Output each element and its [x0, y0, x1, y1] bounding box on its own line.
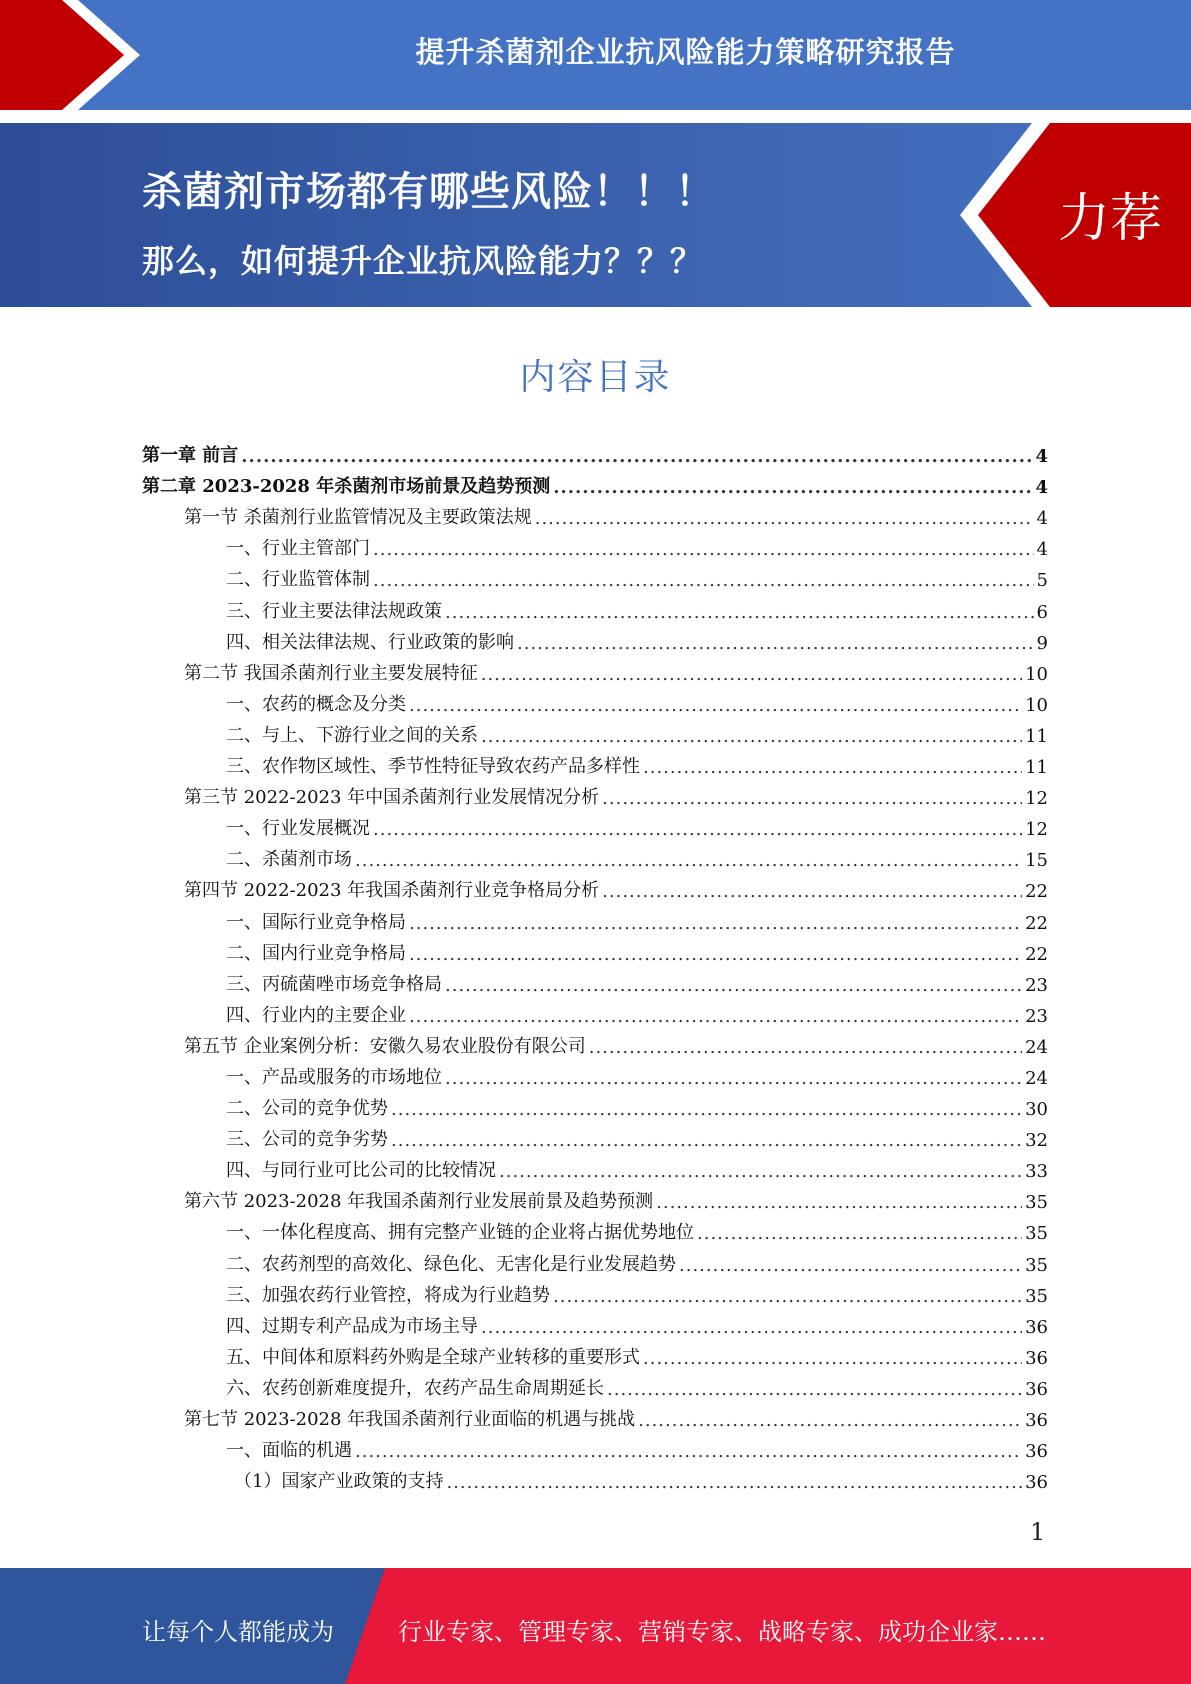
toc-entry[interactable] [142, 1307, 1048, 1338]
toc-entry-page: 30 [1025, 1099, 1048, 1121]
footer-slogan-left: 让每个人都能成为 [142, 1618, 334, 1646]
toc-leader-dots [355, 850, 1022, 871]
toc-entry[interactable] [142, 1338, 1048, 1369]
toc-leader-dots [499, 1161, 1022, 1182]
banner-headline-risks: 杀菌剂市场都有哪些风险！！！ [142, 169, 716, 215]
toc-leader-dots [553, 1286, 1022, 1307]
toc-entry-title: 第二节 我国杀菌剂行业主要发展特征 [184, 662, 478, 684]
toc-entry-title: 第六节 2023-2028 年我国杀菌剂行业发展前景及趋势预测 [184, 1191, 654, 1213]
toc-leader-dots [602, 788, 1022, 809]
toc-leader-dots [481, 726, 1022, 747]
toc-entry-title: 一、一体化程度高、拥有完整产业链的企业将占据优势地位 [226, 1222, 694, 1244]
toc-entry-page: 32 [1025, 1130, 1048, 1152]
toc-entry[interactable] [142, 902, 1048, 933]
toc-entry-page: 36 [1025, 1378, 1048, 1400]
toc-entry-title: （1）国家产业政策的支持 [234, 1471, 444, 1493]
toc-entry-page: 33 [1025, 1161, 1048, 1183]
toc-entry[interactable] [142, 1244, 1048, 1275]
toc-leader-dots [241, 446, 1032, 467]
toc-entry-title: 二、国内行业竞争格局 [226, 942, 406, 964]
toc-entry[interactable] [142, 1151, 1048, 1182]
toc-entry[interactable] [142, 1400, 1048, 1431]
toc-leader-dots [643, 1348, 1022, 1369]
toc-leader-dots [679, 1255, 1022, 1276]
toc-entry-page: 11 [1025, 725, 1048, 747]
toc-leader-dots [409, 695, 1022, 716]
toc-leader-dots [602, 881, 1022, 902]
toc-entry-title: 四、行业内的主要企业 [226, 1004, 406, 1026]
toc-leader-dots [373, 819, 1022, 840]
toc-entry-title: 一、国际行业竞争格局 [226, 911, 406, 933]
toc-entry-title: 三、农作物区域性、季节性特征导致农药产品多样性 [226, 756, 640, 778]
toc-entry-title: 四、与同行业可比公司的比较情况 [226, 1160, 496, 1182]
toc-leader-dots [517, 633, 1034, 654]
recommend-badge: 力荐 [1058, 189, 1163, 249]
toc-entry[interactable] [142, 1027, 1048, 1058]
banner-headline-question: 那么，如何提升企业抗风险能力？？？ [142, 242, 704, 280]
toc-entry-page: 22 [1025, 912, 1048, 934]
toc-entry-page: 35 [1025, 1192, 1048, 1214]
toc-entry-page: 5 [1036, 570, 1048, 592]
toc-leader-dots [409, 1006, 1022, 1027]
toc-entry[interactable] [142, 747, 1048, 778]
toc-entry[interactable] [142, 778, 1048, 809]
toc-entry-page: 4 [1035, 446, 1048, 468]
report-title: 提升杀菌剂企业抗风险能力策略研究报告 [415, 35, 956, 69]
toc-title: 内容目录 [519, 357, 672, 398]
toc-entry-page: 35 [1025, 1223, 1048, 1245]
toc-entry-title: 第二章 2023-2028 年杀菌剂市场前景及趋势预测 [142, 476, 551, 498]
toc-entry-title: 二、公司的竞争优势 [226, 1098, 388, 1120]
toc-leader-dots [391, 1130, 1022, 1151]
toc-entry-page: 24 [1025, 1067, 1048, 1089]
toc-leader-dots [638, 1410, 1022, 1431]
toc-entry[interactable] [142, 591, 1048, 622]
toc-entry[interactable] [142, 1213, 1048, 1244]
toc-entry[interactable] [142, 809, 1048, 840]
toc-entry-title: 二、与上、下游行业之间的关系 [226, 724, 478, 746]
toc-entry[interactable] [142, 1058, 1048, 1089]
toc-entry[interactable] [142, 436, 1048, 467]
toc-entry-title: 六、农药创新难度提升，农药产品生命周期延长 [226, 1377, 604, 1399]
toc-entry-title: 四、过期专利产品成为市场主导 [226, 1315, 478, 1337]
toc-leader-dots [535, 508, 1034, 529]
toc-entry-page: 9 [1036, 632, 1048, 654]
toc-leader-dots [409, 944, 1022, 965]
toc-entry-title: 一、行业主管部门 [226, 538, 370, 560]
toc-entry[interactable] [142, 840, 1048, 871]
toc-entry-title: 第七节 2023-2028 年我国杀菌剂行业面临的机遇与挑战 [184, 1409, 636, 1430]
toc-entry[interactable] [142, 498, 1048, 529]
toc-leader-dots [643, 757, 1022, 778]
toc-entry-title: 三、加强农药行业管控，将成为行业趋势 [226, 1284, 550, 1306]
toc-leader-dots [589, 1037, 1022, 1058]
toc-entry[interactable] [142, 1462, 1048, 1493]
toc-entry-page: 6 [1036, 601, 1048, 623]
toc-entry-page: 24 [1025, 1036, 1048, 1058]
toc-leader-dots [553, 477, 1032, 498]
toc-leader-dots [445, 1068, 1022, 1089]
toc-entry-title: 五、中间体和原料药外购是全球产业转移的重要形式 [226, 1346, 640, 1368]
toc-leader-dots [391, 1099, 1022, 1120]
toc-entry-title: 一、产品或服务的市场地位 [226, 1066, 442, 1088]
toc-entry[interactable] [142, 1276, 1048, 1307]
toc-entry-title: 第一节 杀菌剂行业监管情况及主要政策法规 [184, 507, 532, 529]
toc-leader-dots [697, 1223, 1022, 1244]
toc-entry-page: 4 [1036, 539, 1048, 561]
toc-entry-title: 二、农药剂型的高效化、绿色化、无害化是行业发展趋势 [226, 1253, 676, 1275]
toc-entry-page: 10 [1025, 663, 1048, 685]
toc-entry-title: 第五节 企业案例分析：安徽久易农业股份有限公司 [184, 1035, 586, 1057]
toc-entry-page: 35 [1025, 1254, 1048, 1276]
toc-entry-title: 一、行业发展概况 [226, 818, 370, 840]
toc-entry-title: 三、丙硫菌唑市场竞争格局 [226, 973, 442, 995]
toc-leader-dots [446, 1472, 1022, 1493]
toc-leader-dots [373, 570, 1034, 591]
toc-entry-page: 36 [1025, 1316, 1048, 1338]
toc-entry-page: 15 [1025, 850, 1048, 872]
toc-entry-page: 35 [1025, 1285, 1048, 1307]
toc-entry[interactable] [142, 965, 1048, 996]
toc-entry-page: 23 [1025, 974, 1048, 996]
toc-entry-page: 11 [1025, 757, 1048, 779]
table-of-contents [142, 436, 1048, 1493]
toc-leader-dots [656, 1192, 1022, 1213]
toc-entry[interactable] [142, 1182, 1048, 1213]
toc-entry-title: 二、行业监管体制 [226, 569, 370, 591]
toc-leader-dots [481, 1317, 1022, 1338]
page-number: 1 [1030, 1518, 1046, 1546]
toc-entry-title: 第三节 2022-2023 年中国杀菌剂行业发展情况分析 [184, 787, 600, 809]
toc-leader-dots [445, 975, 1022, 996]
toc-entry-title: 三、行业主要法律法规政策 [226, 600, 442, 622]
toc-entry-page: 4 [1036, 508, 1048, 530]
toc-entry[interactable] [142, 1369, 1048, 1400]
toc-entry-title: 二、杀菌剂市场 [226, 849, 352, 871]
toc-entry[interactable] [142, 1089, 1048, 1120]
toc-entry[interactable] [142, 467, 1048, 498]
toc-entry-title: 一、面临的机遇 [226, 1440, 352, 1462]
toc-leader-dots [373, 539, 1034, 560]
toc-entry[interactable] [142, 560, 1048, 591]
toc-entry-title: 四、相关法律法规、行业政策的影响 [226, 631, 514, 653]
toc-entry[interactable] [142, 871, 1048, 902]
toc-entry[interactable] [142, 654, 1048, 685]
toc-entry-page: 10 [1025, 694, 1048, 716]
toc-entry-page: 4 [1035, 477, 1048, 499]
toc-entry-title: 第四节 2022-2023 年我国杀菌剂行业竞争格局分析 [184, 880, 600, 902]
toc-entry[interactable] [142, 1120, 1048, 1151]
toc-leader-dots [409, 913, 1022, 934]
toc-entry-page: 36 [1025, 1347, 1048, 1369]
top-red-arrow-decoration [0, 0, 160, 110]
toc-entry-page: 36 [1025, 1441, 1048, 1463]
toc-entry[interactable] [142, 996, 1048, 1027]
toc-entry-page: 36 [1025, 1410, 1048, 1431]
toc-leader-dots [355, 1441, 1022, 1462]
toc-entry[interactable] [142, 934, 1048, 965]
toc-entry[interactable] [142, 716, 1048, 747]
toc-entry-page: 22 [1025, 943, 1048, 965]
toc-entry[interactable] [142, 1431, 1048, 1462]
toc-entry[interactable] [142, 623, 1048, 654]
toc-leader-dots [445, 602, 1034, 623]
footer-slogan-right: 行业专家、管理专家、营销专家、战略专家、成功企业家…… [398, 1618, 1046, 1646]
toc-leader-dots [481, 664, 1022, 685]
toc-entry-page: 12 [1025, 819, 1048, 841]
toc-leader-dots [607, 1379, 1022, 1400]
toc-entry[interactable] [142, 685, 1048, 716]
toc-entry-title: 一、农药的概念及分类 [226, 693, 406, 715]
toc-entry-title: 三、公司的竞争劣势 [226, 1129, 388, 1151]
toc-entry-page: 23 [1025, 1005, 1048, 1027]
toc-entry-title: 第一章 前言 [142, 445, 239, 467]
toc-entry[interactable] [142, 529, 1048, 560]
toc-entry-page: 36 [1025, 1472, 1048, 1494]
toc-entry-page: 12 [1025, 788, 1048, 810]
toc-entry-page: 22 [1025, 881, 1048, 903]
